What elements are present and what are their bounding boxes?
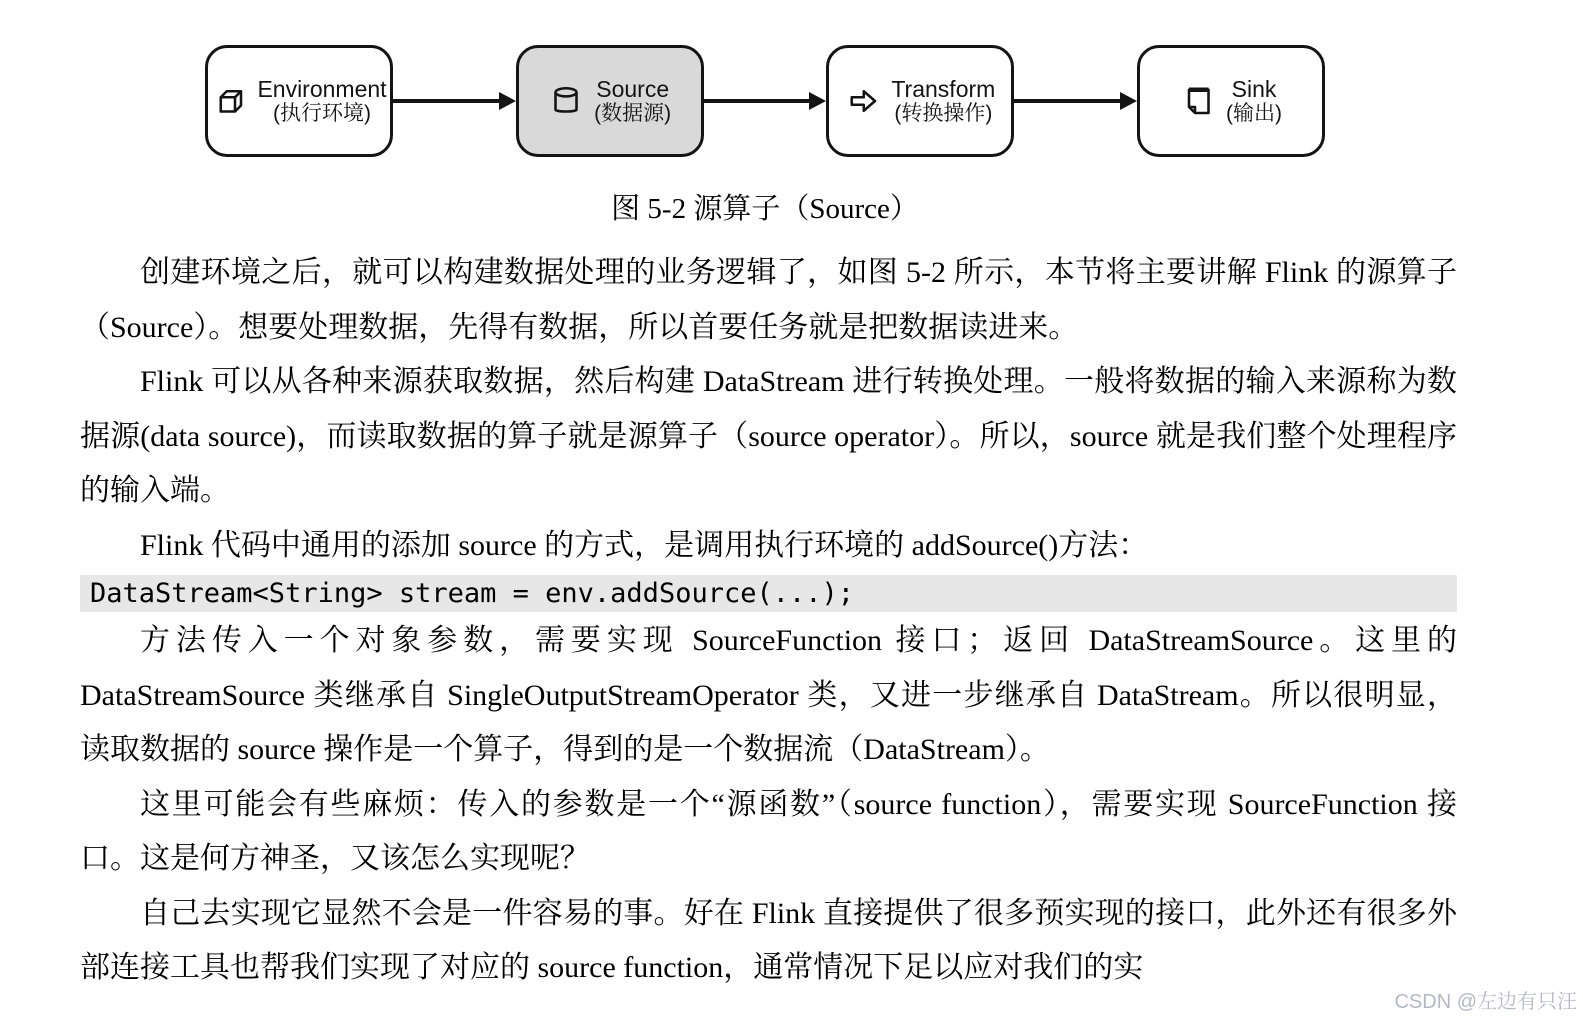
- node-sublabel: (数据源): [594, 102, 672, 126]
- database-icon: [548, 83, 584, 119]
- flow-diagram: [205, 45, 1325, 157]
- node-label: Source: [596, 75, 670, 102]
- paragraph-3: Flink 代码中通用的添加 source 的方式，是调用执行环境的 addSource()方法：: [140, 528, 1149, 562]
- diagram-node-sink: [1137, 45, 1325, 157]
- arrow-connector: [393, 92, 516, 110]
- arrow-connector: [704, 92, 827, 110]
- paragraph-1: 创建环境之后，就可以构建数据处理的业务逻辑了，如图 5-2 所示，本节将主要讲解 Flink 的源算子（Source）。想要处理数据，先得有数据，所以首要任务就是把数据读进来。: [80, 256, 1457, 344]
- arrowhead-icon: [499, 92, 516, 110]
- node-sublabel: (转换操作): [894, 102, 993, 126]
- diagram-node-transform: [826, 45, 1014, 157]
- paragraph-4: 方法传入一个对象参数，需要实现 SourceFunction 接口；返回 DataStreamSource。这里的 DataStreamSource 类继承自 SingleOutputStreamOperator 类，又进一步继承自 DataStream。所以很明显，读取数据的 source 操作是一个算子，得到的是一个数据流（DataStream）。: [80, 624, 1457, 766]
- arrowhead-icon: [1120, 92, 1137, 110]
- diagram-node-source: [516, 45, 704, 157]
- arrowhead-icon: [809, 92, 826, 110]
- document-icon: [1180, 83, 1216, 119]
- figure-caption: 图 5-2 源算子（Source）: [611, 193, 919, 225]
- node-sublabel: (执行环境): [273, 102, 371, 126]
- code-block: DataStream<String> stream = env.addSource(...);: [80, 575, 1457, 612]
- node-label: Sink: [1231, 75, 1277, 102]
- article-body: [80, 246, 1457, 996]
- transform-arrow-icon: [845, 83, 881, 119]
- node-sublabel: (输出): [1226, 102, 1283, 126]
- cube-icon: [211, 83, 247, 119]
- paragraph-5: 这里可能会有些麻烦：传入的参数是一个“源函数”（source function），需要实现 SourceFunction 接口。这是何方神圣，又该怎么实现呢？: [80, 787, 1457, 875]
- arrow-connector: [1014, 92, 1137, 110]
- paragraph-2: Flink 可以从各种来源获取数据，然后构建 DataStream 进行转换处理。一般将数据的输入来源称为数据源(data source)，而读取数据的算子就是源算子（source operator）。所以，source 就是我们整个处理程序的输入端。: [80, 365, 1457, 507]
- node-label: Environment: [257, 75, 387, 102]
- node-label: Transform: [891, 75, 996, 102]
- diagram-node-environment: [205, 45, 393, 157]
- watermark: CSDN @左边有只汪: [1394, 991, 1577, 1013]
- paragraph-6: 自己去实现它显然不会是一件容易的事。好在 Flink 直接提供了很多预实现的接口，此外还有很多外部连接工具也帮我们实现了对应的 source function，通常情况下足以应对我们的实: [80, 896, 1457, 984]
